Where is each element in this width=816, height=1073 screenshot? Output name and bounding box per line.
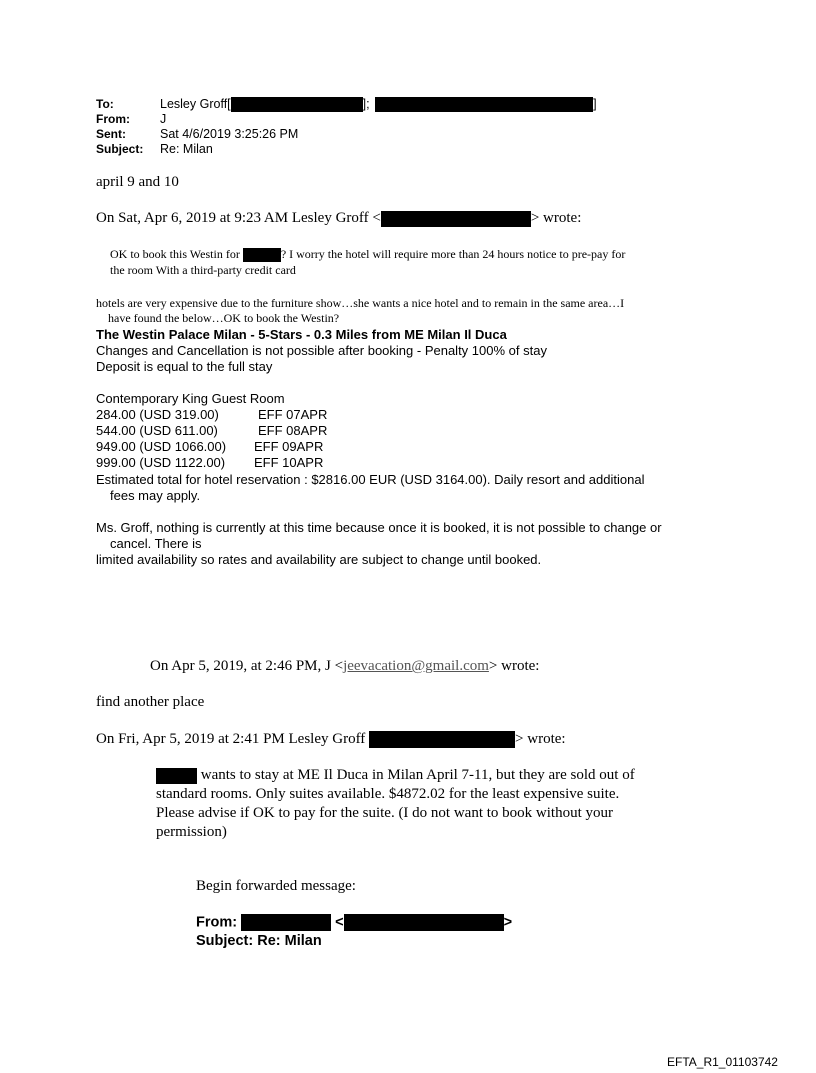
rate-amount: 949.00 (USD 1066.00) — [96, 439, 227, 454]
groff-note-line2: cancel. There is — [110, 536, 202, 551]
ok-to-book-line1 — [110, 247, 625, 262]
fwd-from-label: From: — [196, 914, 238, 931]
estimate-line2: fees may apply. — [110, 488, 201, 503]
room-type: Contemporary King Guest Room — [96, 391, 285, 406]
redaction-bar — [381, 211, 531, 227]
redaction-bar — [156, 768, 197, 784]
rate-amount: 284.00 (USD 319.00) — [96, 407, 219, 422]
to-end: ] — [593, 97, 597, 111]
from-label: From: — [96, 112, 130, 126]
quote-header-3-start: On Fri, Apr 5, 2019 at 2:41 PM Lesley Groff — [96, 731, 366, 747]
rate-effective: EFF 10APR — [254, 455, 324, 470]
to-value: Lesley Groff[ — [160, 97, 231, 111]
to-recipients — [160, 97, 597, 112]
hotels-line1: hotels are very expensive due to the furniture show…she wants a nice hotel and to remain in the same area…I — [96, 296, 625, 310]
find-another-text: find another place — [96, 694, 205, 710]
stay-line3: Please advise if OK to pay for the suite. (I do not want to book without your — [156, 805, 614, 821]
redaction-bar — [369, 731, 515, 748]
to-separator: ]; — [362, 97, 370, 111]
redaction-bar — [375, 97, 593, 112]
forwarded-from — [196, 914, 512, 931]
rate-effective: EFF 09APR — [254, 439, 324, 454]
stay-line1-text: wants to stay at ME Il Duca in Milan April 7-11, but they are sold out of — [200, 767, 635, 783]
groff-note-line1: Ms. Groff, nothing is currently at this time because once it is booked, it is not possible to change or — [96, 520, 662, 535]
subject-value: Re: Milan — [160, 142, 213, 156]
cancellation-policy: Changes and Cancellation is not possible after booking - Penalty 100% of stay — [96, 343, 547, 358]
stay-line1 — [156, 767, 635, 784]
rate-effective: EFF 08APR — [258, 423, 328, 438]
sent-value: Sat 4/6/2019 3:25:26 PM — [160, 127, 299, 141]
quote-header-3 — [96, 731, 566, 748]
hotels-line2: have found the below…OK to book the Westin? — [108, 311, 340, 325]
quote-header-1-end: > wrote: — [530, 210, 582, 226]
quote-header-2-end: > wrote: — [488, 658, 540, 674]
westin-title: The Westin Palace Milan - 5-Stars - 0.3 Miles from ME Milan Il Duca — [96, 327, 507, 342]
stay-line2: standard rooms. Only suites available. $4872.02 for the least expensive suite. — [156, 786, 620, 802]
rate-amount: 544.00 (USD 611.00) — [96, 423, 218, 438]
fwd-gt: > — [503, 914, 513, 931]
rate-effective: EFF 07APR — [258, 407, 328, 422]
redaction-bar — [344, 914, 504, 931]
document-id: EFTA_R1_01103742 — [667, 1055, 778, 1069]
rate-amount: 999.00 (USD 1122.00) — [96, 455, 226, 470]
subject-label: Subject: — [96, 142, 144, 156]
email-link[interactable]: jeevacation@gmail.com — [343, 658, 489, 674]
sent-label: Sent: — [96, 127, 126, 141]
redaction-bar — [241, 914, 331, 931]
estimate-line1: Estimated total for hotel reservation : $2816.00 EUR (USD 3164.00). Daily resort and additional — [96, 472, 645, 487]
from-value: J — [160, 112, 167, 126]
redaction-bar — [243, 248, 281, 262]
quote-header-2-start: On Apr 5, 2019, at 2:46 PM, J < — [150, 658, 344, 674]
deposit-policy: Deposit is equal to the full stay — [96, 359, 273, 374]
groff-note-line3: limited availability so rates and availability are subject to change until booked. — [96, 552, 542, 567]
forwarded-message-label: Begin forwarded message: — [196, 878, 356, 894]
ok-to-book-line2: the room With a third-party credit card — [110, 263, 296, 277]
reply-text: april 9 and 10 — [96, 174, 179, 190]
redaction-bar — [231, 97, 363, 112]
forwarded-subject: Subject: Re: Milan — [196, 933, 322, 949]
quote-header-3-end: > wrote: — [515, 731, 566, 747]
to-label: To: — [96, 97, 114, 111]
quote-header-1 — [96, 210, 581, 227]
ok-line1-start: OK to book this Westin for — [110, 247, 240, 261]
fwd-lt: < — [335, 914, 344, 931]
stay-line4: permission) — [156, 824, 227, 840]
quote-header-1-start: On Sat, Apr 6, 2019 at 9:23 AM Lesley Groff < — [96, 210, 381, 226]
quote-header-2 — [150, 658, 539, 675]
ok-line1-end: ? I worry the hotel will require more than 24 hours notice to pre-pay for — [280, 247, 626, 261]
